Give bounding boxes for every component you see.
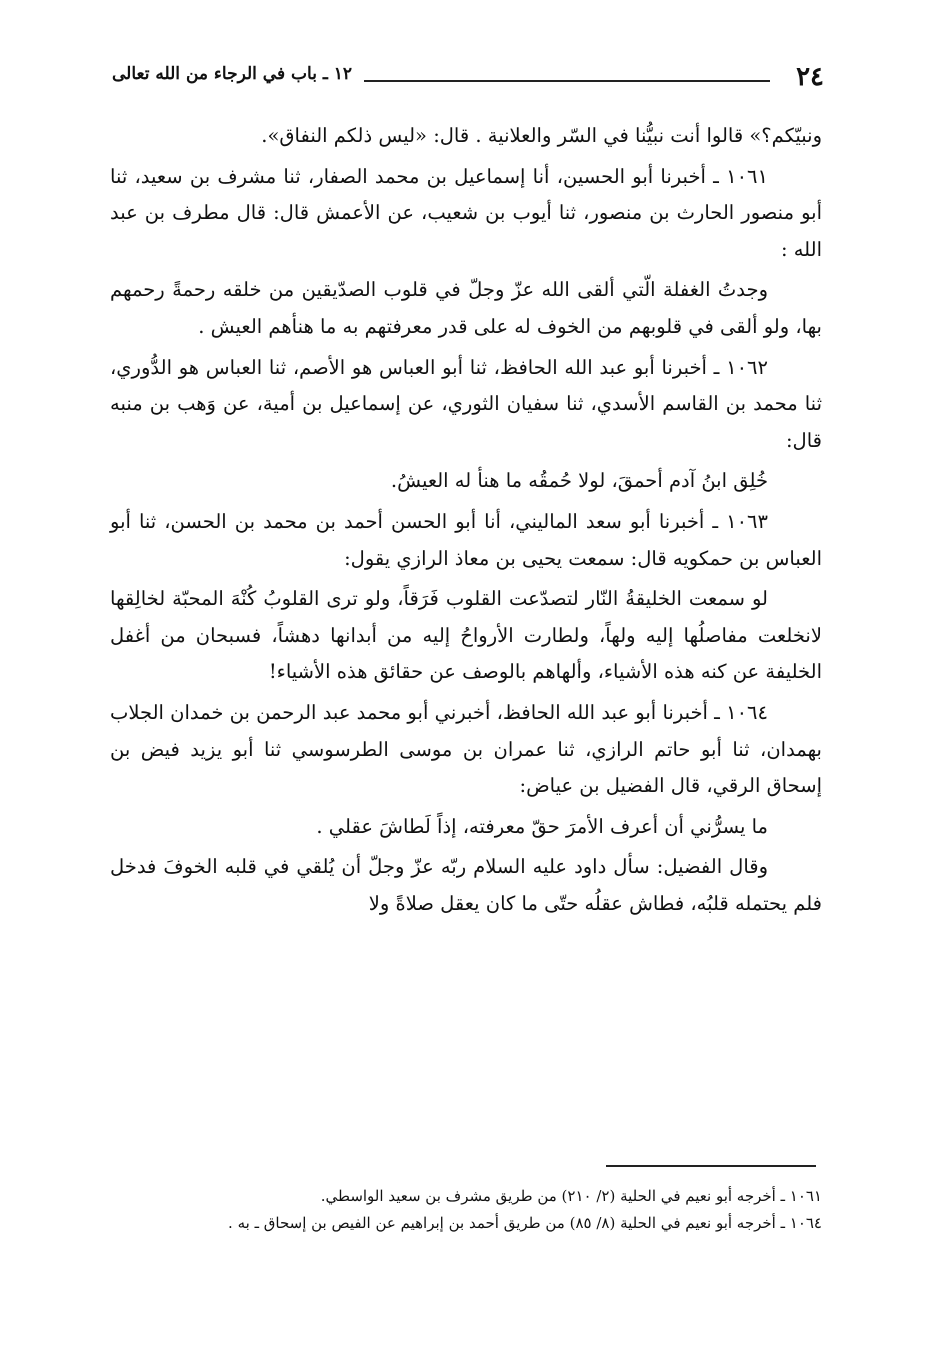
- footnote-1064: ١٠٦٤ ـ أخرجه أبو نعيم في الحلية (٨/ ٨٥) من طريق أحمد بن إبراهيم عن الفيص بن إسحاق ـ به .: [228, 1214, 822, 1232]
- running-title: ١٢ ـ باب في الرجاء من الله تعالى: [112, 64, 353, 84]
- fudayl-saying: وقال الفضيل: سأل داود عليه السلام ربّه عزّ وجلّ أن يُلقي في قلبه الخوفَ فدخل فلم يحتمله قلبُه، فطاش عقلُه حتّى ما كان يعقل صلاةً ولا: [110, 855, 822, 915]
- hadith-1062-text: خُلِق ابنُ آدم أحمقَ، لولا حُمقُه ما هنأ له العيشُ.: [390, 469, 768, 493]
- hadith-1063-chain: ١٠٦٣ ـ أخبرنا أبو سعد الماليني، أنا أبو الحسن أحمد بن محمد بن الحسن، ثنا أبو العباس بن حمكويه قال: سمعت يحيى بن معاذ الرازي يقول:: [110, 509, 822, 570]
- hadith-1064-text: ما يسرُّني أن أعرف الأمرَ حقّ معرفته، إذاً لَطاشَ عقلي .: [316, 814, 768, 838]
- paragraph-continuation: ونبيّكم؟» قالوا أنت نبيُّنا في السّر والعلانية . قال: «ليس ذلكم النفاق».: [261, 124, 822, 147]
- footnote-rule: [606, 1165, 816, 1167]
- main-text: [110, 118, 822, 926]
- footnote-1061: ١٠٦١ ـ أخرجه أبو نعيم في الحلية (٢/ ٢١٠) من طريق مشرف بن سعيد الواسطي.: [320, 1187, 822, 1205]
- hadith-1062-chain: ١٠٦٢ ـ أخبرنا أبو عبد الله الحافظ، ثنا أبو العباس هو الأصم، ثنا العباس هو الدُّوري، ثنا محمد بن القاسم الأسدي، ثنا سفيان الثوري، عن إسماعيل بن أمية، عن وَهب بن منبه قال:: [110, 355, 822, 452]
- page-number: ٢٤: [796, 62, 824, 92]
- hadith-1064-chain: ١٠٦٤ ـ أخبرنا أبو عبد الله الحافظ، أخبرني أبو محمد عبد الرحمن بن خمدان الجلاب بهمدان، ثنا أبو حاتم الرازي، ثنا عمران بن موسى الطرسوسي ثنا أبو يزيد فيض بن إسحاق الرقي، قال الفضيل بن عياض:: [110, 700, 822, 798]
- hadith-1061-text: وجدتُ الغفلة الّتي ألقى الله عزّ وجلّ في قلوب الصدّيقين من خلقه رحمةً رحمهم بها، ولو ألقى في قلوبهم من الخوف له على قدر معرفتهم به ما هنأهم العيش .: [110, 278, 822, 338]
- hadith-1061-chain: ١٠٦١ ـ أخبرنا أبو الحسين، أنا إسماعيل بن محمد الصفار، ثنا مشرف بن سعيد، ثنا أبو منصور الحارث بن منصور، ثنا أيوب بن شعيب، عن الأعمش قال: قال مطرف بن عبد الله :: [110, 164, 822, 261]
- footnotes: [110, 1183, 822, 1237]
- hadith-1063-text: لو سمعت الخليقةُ النّار لتصدّعت القلوب فَرَقاً، ولو ترى القلوبُ كُنْهَ المحبّة لخالِقها لانخلعت مفاصلُها إليه ولهاً، ولطارت الأرواحُ إليه من أبدانها دهشاً، فسبحان من أغفل الخليفة عن كنه هذه الأشياء، وألهاهم بالوصف عن حقائق هذه الأشياء!: [110, 587, 822, 684]
- header-rule: [364, 80, 770, 82]
- page-header: [112, 58, 824, 94]
